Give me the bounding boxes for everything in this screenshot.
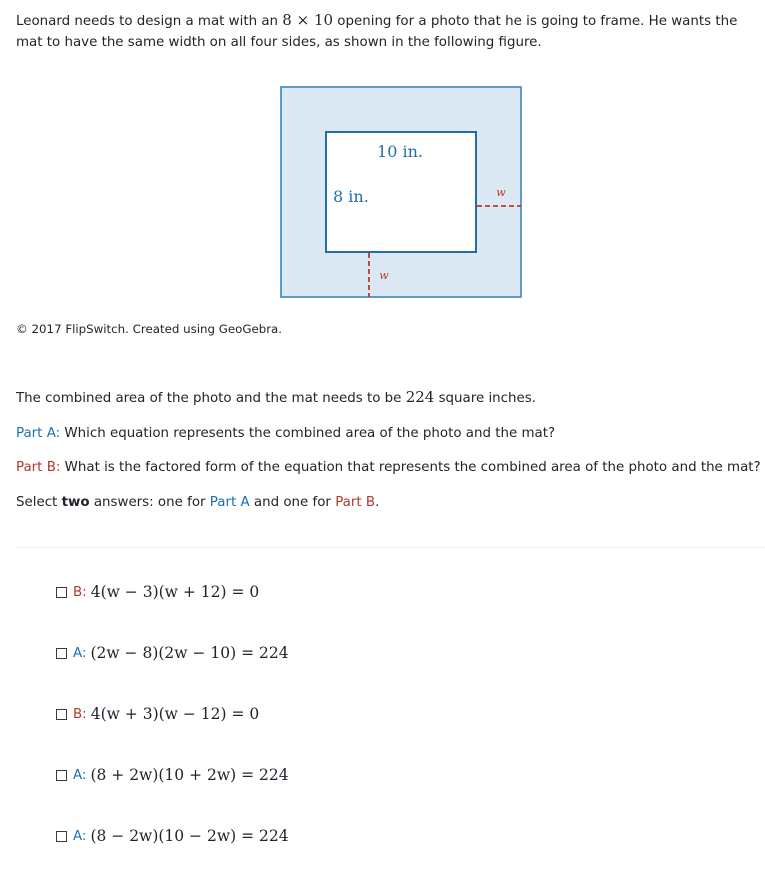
choice-letter: B: [73,584,87,600]
select-part-b: Part B [335,495,376,510]
area-statement [16,387,536,409]
select-part-a: Part A [209,495,250,510]
checkbox[interactable] [56,709,67,720]
checkbox[interactable] [56,770,67,781]
height-label: 8 in. [333,187,369,206]
choice-equation: 4(w − 3)(w + 12) = 0 [90,583,260,601]
choice-letter: A: [73,767,87,783]
checkbox[interactable] [56,587,67,598]
checkbox[interactable] [56,831,67,842]
choice-letter: B: [73,706,87,722]
select-count: two [61,495,90,510]
intro-text-before: Leonard needs to design a mat with an [16,14,283,29]
choice-letter: A: [73,828,87,844]
select-instruction [16,492,379,513]
area-text-before: The combined area of the photo and the mat needs to be [16,391,406,406]
select-text-end: . [375,495,380,510]
mat-width-right-label: w [496,186,506,199]
select-text-middle: answers: one for [89,495,210,510]
part-b-text: What is the factored form of the equation that represents the combined area of the photo and the mat? [60,460,761,475]
figure-credit: © 2017 FlipSwitch. Created using GeoGebra. [16,322,283,336]
width-label: 10 in. [377,142,423,161]
answer-choice[interactable] [56,642,289,664]
checkbox[interactable] [56,648,67,659]
part-b-label: Part B: [16,460,61,475]
problem-intro [16,10,761,53]
answer-choice[interactable] [56,703,259,725]
mat-figure [280,86,522,298]
answer-choice[interactable] [56,825,289,847]
part-a-label: Part A: [16,426,61,441]
select-text-and: and one for [249,495,336,510]
choice-equation: (2w − 8)(2w − 10) = 224 [90,644,289,662]
choice-letter: A: [73,645,87,661]
choice-equation: 4(w + 3)(w − 12) = 0 [90,705,260,723]
divider [16,547,765,548]
answer-choice[interactable] [56,581,259,603]
choice-equation: (8 − 2w)(10 − 2w) = 224 [90,827,289,845]
mat-width-bottom-label: w [379,269,389,282]
area-text-after: square inches. [434,391,536,406]
part-a-question [16,423,555,444]
answer-choice[interactable] [56,764,289,786]
select-text-before: Select [16,495,62,510]
choice-equation: (8 + 2w)(10 + 2w) = 224 [90,766,289,784]
intro-text-after: opening for a photo that he is going to frame. He wants the mat to have the same width on all four sides, as shown in the following figure. [16,14,738,50]
intro-dimensions: 8 × 10 [282,11,334,29]
part-b-question [16,457,761,478]
area-value: 224 [405,388,435,406]
part-a-text: Which equation represents the combined area of the photo and the mat? [60,426,556,441]
